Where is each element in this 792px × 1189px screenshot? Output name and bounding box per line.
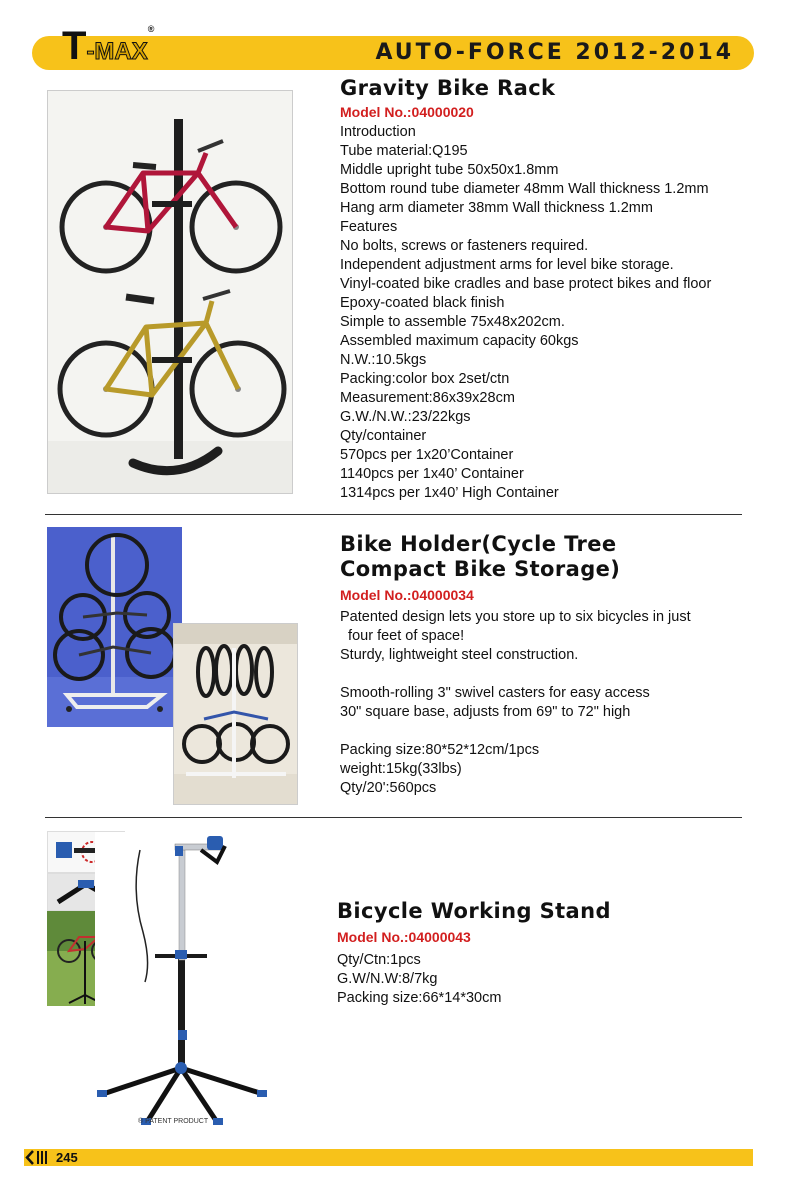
spec-line: Bottom round tube diameter 48mm Wall thickness 1.2mm xyxy=(340,181,709,197)
title-line: Bike Holder(Cycle Tree xyxy=(340,532,617,556)
section-divider xyxy=(45,514,742,515)
spec-line: Qty/20':560pcs xyxy=(340,780,437,796)
spec-line: Features xyxy=(340,219,398,235)
spec-line: No bolts, screws or fasteners required. xyxy=(340,238,589,254)
spec-line: 570pcs per 1x20’Container xyxy=(340,447,514,463)
product-description xyxy=(340,608,691,798)
spec-line: Simple to assemble 75x48x202cm. xyxy=(340,314,565,330)
logo-t: T xyxy=(62,24,87,68)
spec-line: Epoxy-coated black finish xyxy=(340,295,505,311)
spec-line: Packing:color box 2set/ctn xyxy=(340,371,510,387)
spec-line: N.W.:10.5kgs xyxy=(340,352,427,368)
logo-max: -MAX xyxy=(86,38,148,65)
title-line: Bicycle Working Stand xyxy=(337,899,611,923)
spec-line: Qty/container xyxy=(340,428,427,444)
model-number: Model No.:04000043 xyxy=(337,929,471,945)
spec-line: Packing size:80*52*12cm/1pcs xyxy=(340,742,540,758)
spec-line: 1314pcs per 1x40’ High Container xyxy=(340,485,559,501)
spec-line xyxy=(340,665,691,684)
page-marker-icon xyxy=(24,1149,54,1166)
brand-logo xyxy=(62,24,154,68)
product-description xyxy=(340,123,711,503)
spec-line: Hang arm diameter 38mm Wall thickness 1.2mm xyxy=(340,200,653,216)
spec-line: Assembled maximum capacity 60kgs xyxy=(340,333,579,349)
catalog-title: AUTO-FORCE 2012-2014 xyxy=(375,40,734,65)
model-number: Model No.:04000020 xyxy=(340,104,474,120)
product-title-bike-holder xyxy=(340,532,620,582)
spec-line: Smooth-rolling 3" swivel casters for easy access xyxy=(340,685,650,701)
page-number: 245 xyxy=(56,1150,78,1165)
model-number: Model No.:04000034 xyxy=(340,587,474,603)
spec-line: weight:15kg(33lbs) xyxy=(340,761,462,777)
spec-line: Vinyl-coated bike cradles and base protect bikes and floor xyxy=(340,276,712,292)
title-line: Gravity Bike Rack xyxy=(340,76,556,100)
spec-line: Packing size:66*14*30cm xyxy=(337,990,502,1006)
footer-bar xyxy=(28,1149,753,1166)
title-line: Compact Bike Storage) xyxy=(340,557,621,581)
working-stand-photo-main xyxy=(95,832,270,1132)
spec-line: 1140pcs per 1x40’ Container xyxy=(340,466,524,482)
spec-line: four feet of space! xyxy=(340,628,465,644)
spec-line: Tube material:Q195 xyxy=(340,143,468,159)
bike-holder-photo-main xyxy=(47,527,182,727)
spec-line xyxy=(340,722,691,741)
spec-line: Independent adjustment arms for level bike storage. xyxy=(340,257,674,273)
bike-holder-photo-inset xyxy=(173,623,298,805)
product-title-gravity-bike-rack xyxy=(340,76,555,101)
spec-line: Measurement:86x39x28cm xyxy=(340,390,515,406)
spec-line: Middle upright tube 50x50x1.8mm xyxy=(340,162,559,178)
spec-line: Sturdy, lightweight steel construction. xyxy=(340,647,579,663)
spec-line: Introduction xyxy=(340,124,416,140)
logo-registered: ® xyxy=(147,24,155,34)
spec-line: G.W/N.W:8/7kg xyxy=(337,971,438,987)
section-divider xyxy=(45,817,742,818)
patent-caption: ® PATENT PRODUCT xyxy=(138,1118,209,1125)
spec-line: 30" square base, adjusts from 69" to 72" high xyxy=(340,704,631,720)
spec-line: G.W./N.W.:23/22kgs xyxy=(340,409,471,425)
product-title-bicycle-working-stand xyxy=(337,899,611,924)
spec-line: Patented design lets you store up to six bicycles in just xyxy=(340,609,691,625)
product-description xyxy=(337,951,501,1008)
spec-line: Qty/Ctn:1pcs xyxy=(337,952,421,968)
gravity-bike-rack-photo xyxy=(47,90,293,494)
